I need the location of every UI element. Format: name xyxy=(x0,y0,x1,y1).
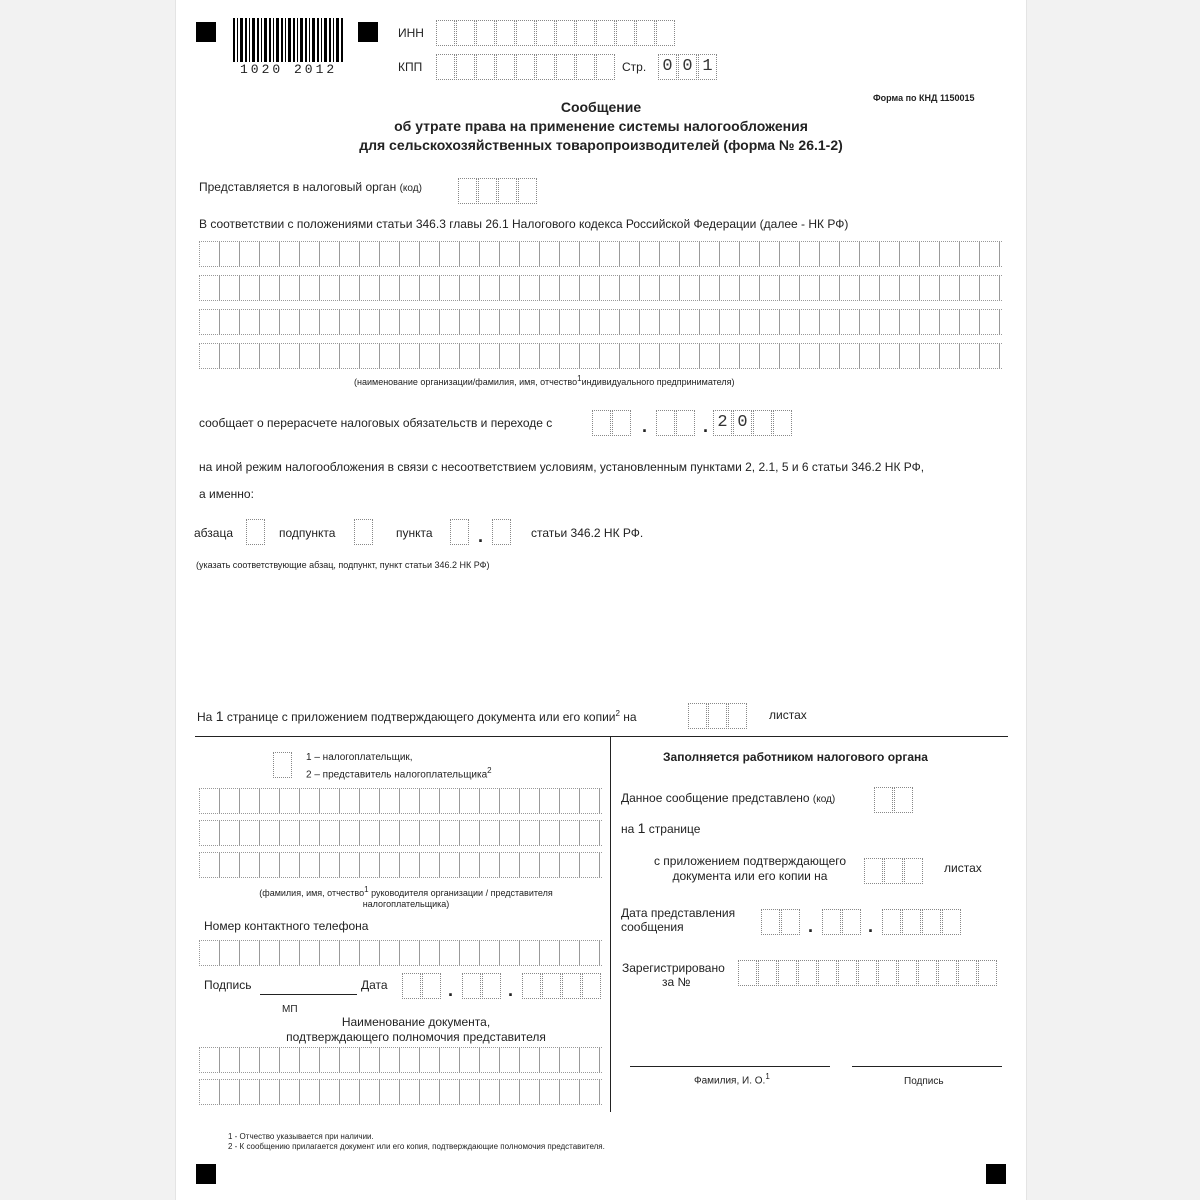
officer-fio-caption: Фамилия, И. О.$^1$ xyxy=(694,1072,770,1087)
input-cell[interactable]: 0 xyxy=(678,54,697,80)
input-cell-row[interactable] xyxy=(199,1079,602,1105)
regime-text: на иной режим налогообложения в связи с несоответствием условиям, установленным пунктами 2, 2.1, 5 и 6 статьи 346.2 НК РФ, xyxy=(199,460,925,474)
input-cell-row[interactable] xyxy=(199,940,602,966)
form-code: Форма по КНД 1150015 xyxy=(873,93,975,103)
input-cell[interactable] xyxy=(273,752,292,778)
attachment-text: с приложением подтверждающего документа или его копии на xyxy=(653,854,847,883)
namely-text: а именно: xyxy=(199,487,254,501)
signer-type-field[interactable] xyxy=(273,752,293,778)
marker-bottom-right xyxy=(986,1164,1006,1184)
inn-field[interactable] xyxy=(436,20,676,46)
recalc-month-field[interactable] xyxy=(656,410,696,436)
input-cell[interactable] xyxy=(958,960,977,986)
input-cell[interactable] xyxy=(354,519,373,545)
input-cell[interactable] xyxy=(436,54,455,80)
input-cell[interactable] xyxy=(496,54,515,80)
input-cell[interactable] xyxy=(576,20,595,46)
input-cell[interactable] xyxy=(422,973,441,999)
date-separator: . xyxy=(478,526,484,546)
authority-document-label: Наименование документа, подтверждающего полномочия представителя xyxy=(286,1015,546,1044)
input-cell[interactable] xyxy=(708,703,727,729)
input-cell[interactable] xyxy=(676,410,695,436)
officer-sheets-field[interactable] xyxy=(864,858,924,884)
date-separator: . xyxy=(868,916,874,936)
phone-label: Номер контактного телефона xyxy=(204,919,369,933)
input-cell[interactable] xyxy=(516,20,535,46)
input-cell[interactable] xyxy=(462,973,481,999)
input-cell[interactable] xyxy=(496,20,515,46)
organization-name-field[interactable] xyxy=(199,241,1002,369)
input-cell[interactable]: 1 xyxy=(698,54,717,80)
sheets-count-field[interactable] xyxy=(688,703,748,729)
officer-sheets-label: листах xyxy=(944,861,982,875)
inn-label: ИНН xyxy=(398,26,424,40)
signature-line[interactable] xyxy=(260,994,357,995)
on-pages-text: на 1 странице xyxy=(621,820,701,836)
input-cell[interactable] xyxy=(874,787,893,813)
authority-document-field[interactable] xyxy=(199,1047,602,1105)
input-cell[interactable] xyxy=(482,973,501,999)
tax-authority-code-field[interactable] xyxy=(458,178,538,204)
recalc-label: сообщает о перерасчете налоговых обязательств и переходе с xyxy=(199,416,553,430)
input-cell[interactable] xyxy=(902,909,921,935)
input-cell[interactable] xyxy=(864,858,883,884)
input-cell[interactable] xyxy=(842,909,861,935)
submission-month-field[interactable] xyxy=(822,909,862,935)
divider-horizontal xyxy=(195,736,1008,737)
kpp-label: КПП xyxy=(398,60,423,74)
input-cell[interactable] xyxy=(656,20,675,46)
signer-fio-caption: (фамилия, имя, отчество$^1$ руководителя организации / представителя налогоплательщика) xyxy=(259,885,553,909)
input-cell[interactable] xyxy=(882,909,901,935)
marker-top-right xyxy=(358,22,378,42)
input-cell[interactable] xyxy=(518,178,537,204)
input-cell[interactable]: 0 xyxy=(733,410,752,436)
input-cell[interactable] xyxy=(478,178,497,204)
registered-label: Зарегистрировано за № xyxy=(622,961,725,989)
signer-fio-field[interactable] xyxy=(199,788,602,878)
submission-date-label: Дата представления сообщения xyxy=(621,906,736,934)
page-label: Стр. xyxy=(622,60,647,74)
item-field-2[interactable] xyxy=(492,519,512,545)
input-cell[interactable] xyxy=(458,178,477,204)
signature-label: Подпись xyxy=(204,978,252,992)
input-cell[interactable] xyxy=(656,410,675,436)
subitem-label: подпункта xyxy=(279,526,336,540)
input-cell[interactable] xyxy=(476,54,495,80)
subitem-field[interactable] xyxy=(354,519,374,545)
input-cell[interactable] xyxy=(492,519,511,545)
input-cell[interactable] xyxy=(884,858,903,884)
input-cell[interactable] xyxy=(838,960,857,986)
input-cell[interactable] xyxy=(582,973,601,999)
signer-day-field[interactable] xyxy=(402,973,442,999)
footnotes: 1 - Отчество указывается при наличии. 2 - К сообщению прилагается документ или его копия, подтверждающие полномочия представителя. xyxy=(228,1132,605,1151)
input-cell[interactable] xyxy=(612,410,631,436)
input-cell[interactable] xyxy=(536,54,555,80)
item-field-1[interactable] xyxy=(450,519,470,545)
input-cell-row[interactable] xyxy=(199,788,602,814)
input-cell[interactable] xyxy=(576,54,595,80)
input-cell[interactable] xyxy=(904,858,923,884)
input-cell[interactable] xyxy=(822,909,841,935)
input-cell[interactable] xyxy=(450,519,469,545)
date-separator: . xyxy=(703,416,709,436)
input-cell[interactable] xyxy=(938,960,957,986)
input-cell[interactable] xyxy=(758,960,777,986)
input-cell-row[interactable] xyxy=(199,241,1002,267)
input-cell[interactable]: 2 xyxy=(713,410,732,436)
input-cell[interactable] xyxy=(562,973,581,999)
input-cell-row[interactable] xyxy=(199,275,1002,301)
input-cell[interactable] xyxy=(728,703,747,729)
input-cell[interactable] xyxy=(688,703,707,729)
input-cell[interactable] xyxy=(773,410,792,436)
paragraph-field[interactable] xyxy=(246,519,266,545)
intro-text: В соответствии с положениями статьи 346.3 главы 26.1 Налогового кодекса Российской Федерации (далее - НК РФ) xyxy=(199,217,849,231)
input-cell[interactable] xyxy=(738,960,757,986)
marker-bottom-left xyxy=(196,1164,216,1184)
kpp-field[interactable] xyxy=(436,54,616,80)
submission-year-field[interactable] xyxy=(882,909,962,935)
signer-month-field[interactable] xyxy=(462,973,502,999)
item-label: пункта xyxy=(396,526,433,540)
paragraph-label: абзаца xyxy=(194,526,234,540)
input-cell[interactable] xyxy=(456,20,475,46)
date-separator: . xyxy=(642,416,648,436)
input-cell-row[interactable] xyxy=(199,309,1002,335)
specify-caption: (указать соответствующие абзац, подпункт, пункт статьи 346.2 НК РФ) xyxy=(196,560,490,570)
input-cell[interactable] xyxy=(753,410,772,436)
submitted-label: Данное сообщение представлено (код) xyxy=(621,791,836,805)
input-cell[interactable] xyxy=(978,960,997,986)
input-cell-row[interactable] xyxy=(199,852,602,878)
recalc-day-field[interactable] xyxy=(592,410,632,436)
input-cell[interactable] xyxy=(636,20,655,46)
input-cell[interactable] xyxy=(878,960,897,986)
input-cell[interactable] xyxy=(858,960,877,986)
input-cell-row[interactable] xyxy=(199,343,1002,369)
submitted-code-field[interactable] xyxy=(874,787,914,813)
marker-top-left xyxy=(196,22,216,42)
input-cell[interactable]: 0 xyxy=(658,54,677,80)
officer-signature-line[interactable] xyxy=(852,1066,1002,1067)
phone-field[interactable] xyxy=(199,940,602,966)
input-cell[interactable] xyxy=(542,973,561,999)
page-number-field[interactable] xyxy=(658,54,718,80)
form-page xyxy=(175,0,1027,1200)
input-cell[interactable] xyxy=(798,960,817,986)
barcode-number: 1020 2012 xyxy=(240,62,338,77)
organization-name-caption: (наименование организации/фамилия, имя, отчество$^1$индивидуального предпринимателя) xyxy=(354,374,735,387)
input-cell[interactable] xyxy=(596,54,615,80)
input-cell[interactable] xyxy=(781,909,800,935)
stamp-label: МП xyxy=(282,1004,298,1015)
input-cell[interactable] xyxy=(616,20,635,46)
officer-signature-caption: Подпись xyxy=(904,1076,944,1087)
input-cell[interactable] xyxy=(498,178,517,204)
sheets-label: листах xyxy=(769,708,807,722)
signer-year-field[interactable] xyxy=(522,973,602,999)
input-cell-row[interactable] xyxy=(199,820,602,846)
input-cell[interactable] xyxy=(536,20,555,46)
input-cell[interactable] xyxy=(436,20,455,46)
input-cell[interactable] xyxy=(818,960,837,986)
input-cell[interactable] xyxy=(516,54,535,80)
input-cell[interactable] xyxy=(894,787,913,813)
pages-text: На 1 странице с приложением подтверждающего документа или его копии$^2$ на xyxy=(197,708,637,724)
input-cell[interactable] xyxy=(522,973,541,999)
date-separator: . xyxy=(448,980,454,1000)
input-cell[interactable] xyxy=(556,54,575,80)
input-cell[interactable] xyxy=(761,909,780,935)
article-label: статьи 346.2 НК РФ. xyxy=(531,526,644,540)
recalc-year-field[interactable] xyxy=(713,410,793,436)
form-title: Сообщение об утрате права на применение системы налогообложения для сельскохозяйственных товаропроизводителей (форма № 26.1-2) xyxy=(359,99,843,153)
input-cell[interactable] xyxy=(556,20,575,46)
input-cell[interactable] xyxy=(246,519,265,545)
input-cell[interactable] xyxy=(922,909,941,935)
officer-fio-line[interactable] xyxy=(630,1066,830,1067)
registration-number-field[interactable] xyxy=(738,960,998,986)
date-label: Дата xyxy=(361,978,388,992)
input-cell[interactable] xyxy=(476,20,495,46)
submission-day-field[interactable] xyxy=(761,909,801,935)
tax-authority-label: Представляется в налоговый орган (код) xyxy=(199,180,422,194)
date-separator: . xyxy=(808,916,814,936)
input-cell[interactable] xyxy=(918,960,937,986)
input-cell[interactable] xyxy=(898,960,917,986)
input-cell[interactable] xyxy=(456,54,475,80)
input-cell[interactable] xyxy=(778,960,797,986)
input-cell[interactable] xyxy=(596,20,615,46)
input-cell[interactable] xyxy=(592,410,611,436)
barcode xyxy=(233,18,343,62)
date-separator: . xyxy=(508,980,514,1000)
input-cell-row[interactable] xyxy=(199,1047,602,1073)
tax-officer-heading: Заполняется работником налогового органа xyxy=(663,750,928,764)
signer-options: 1 – налогоплательщик, 2 – представитель налогоплательщика$^2$ xyxy=(306,752,492,781)
input-cell[interactable] xyxy=(942,909,961,935)
input-cell[interactable] xyxy=(402,973,421,999)
divider-vertical xyxy=(610,736,611,1112)
